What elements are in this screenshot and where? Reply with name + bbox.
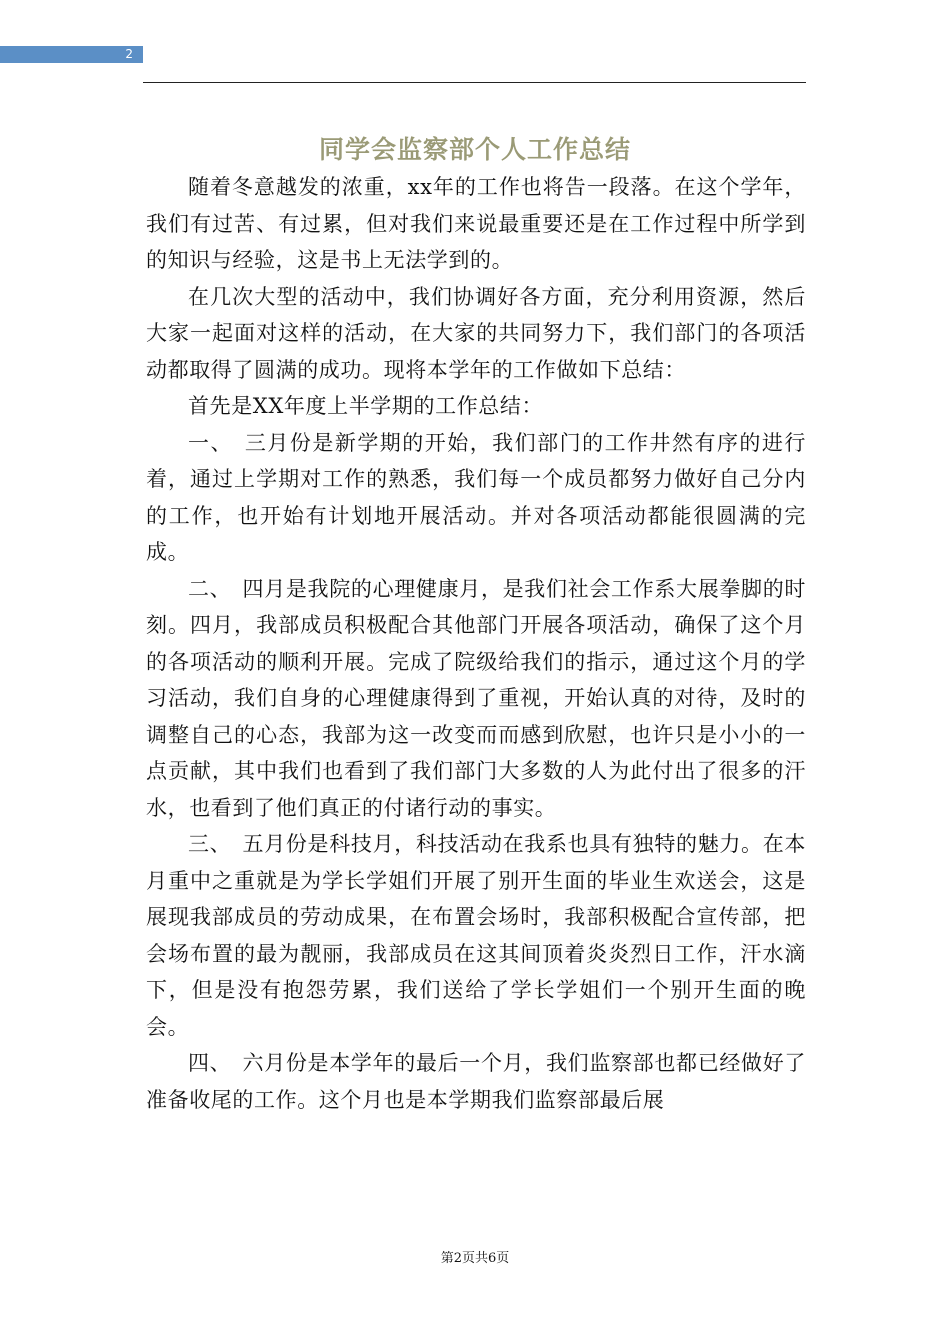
paragraph: 首先是XX年度上半学期的工作总结： <box>188 394 544 418</box>
paragraph: 随着冬意越发的浓重，xx年的工作也将告一段落。在这个学年，我们有过苦、有过累，但对我们来说最重要还是在工作过程中所学到的知识与经验，这是书上无法学到的。 <box>146 175 806 272</box>
header-rule <box>143 82 806 83</box>
page-number-tab-label: 2 <box>125 47 133 61</box>
page-footer: 第2页共6页 <box>440 1251 510 1266</box>
document-title: 同学会监察部个人工作总结 <box>318 135 631 164</box>
paragraph: 一、 三月份是新学期的开始，我们部门的工作井然有序的进行着，通过上学期对工作的熟悉，我们每一个成员都努力做好自己分内的工作，也开始有计划地开展活动。并对各项活动都能很圆满的完成。 <box>146 430 806 564</box>
document-body <box>146 169 806 1118</box>
page-number-tab <box>0 46 143 63</box>
paragraph: 三、 五月份是科技月，科技活动在我系也具有独特的魅力。在本月重中之重就是为学长学姐们开展了别开生面的毕业生欢送会，这是展现我部成员的劳动成果，在布置会场时，我部积极配合宣传部，把会场布置的最为靓丽，我部成员在这其间顶着炎炎烈日工作，汗水滴下，但是没有抱怨劳累，我们送给了学长学姐们一个别开生面的晚会。 <box>146 832 806 1039</box>
paragraph: 二、 四月是我院的心理健康月，是我们社会工作系大展拳脚的时刻。四月，我部成员积极配合其他部门开展各项活动，确保了这个月的各项活动的顺利开展。完成了院级给我们的指示，通过这个月的学习活动，我们自身的心理健康得到了重视，开始认真的对待，及时的调整自己的心态，我部为这一改变而而感到欣慰，也许只是小小的一点贡献，其中我们也看到了我们部门大多数的人为此付出了很多的汗水，也看到了他们真正的付诸行动的事实。 <box>146 576 806 820</box>
paragraph: 在几次大型的活动中，我们协调好各方面，充分利用资源，然后大家一起面对这样的活动，在大家的共同努力下，我们部门的各项活动都取得了圆满的成功。现将本学年的工作做如下总结： <box>146 284 806 382</box>
paragraph: 四、 六月份是本学年的最后一个月，我们监察部也都已经做好了准备收尾的工作。这个月也是本学期我们监察部最后展 <box>146 1051 806 1112</box>
